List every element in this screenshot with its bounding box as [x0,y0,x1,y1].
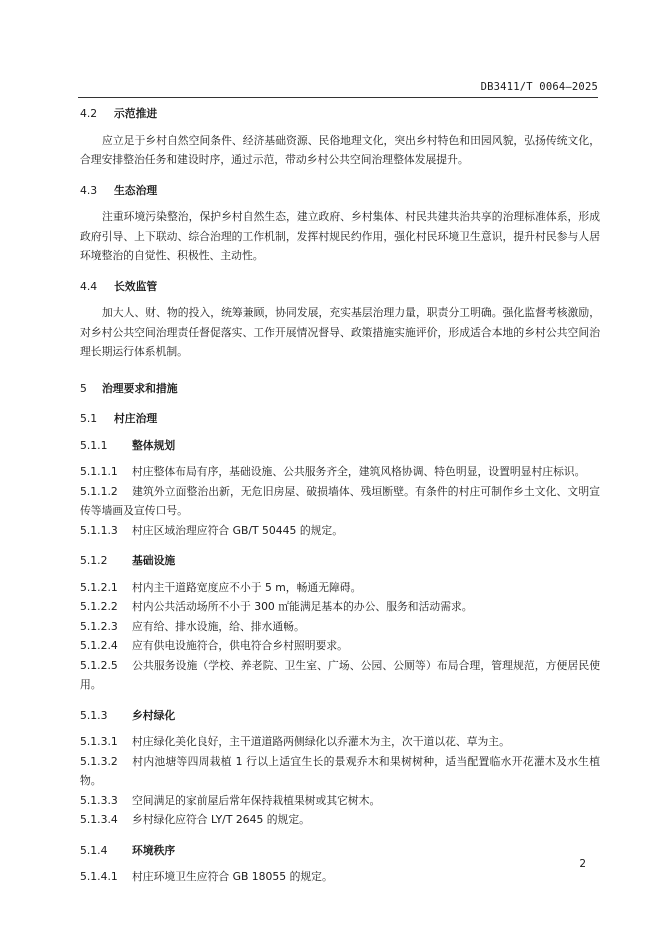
section-heading-5-1-2 [80,551,600,571]
clause-number: 5.1.3.4 [80,813,118,826]
clause-text: 村庄绿化美化良好，主干道道路两侧绿化以乔灌木为主，次干道以花、草为主。 [132,735,510,748]
clause-text: 村内池塘等四周栽植 1 行以上适宜生长的景观乔木和果树树种，适当配置临水开花灌木及水生植物。 [80,754,600,787]
section-heading-4-2 [80,104,600,124]
section-number: 5 [80,381,87,395]
page-number: 2 [579,858,586,870]
clause-text: 村内公共活动场所不小于 300 ㎡能满足基本的办公、服务和活动需求。 [132,600,473,613]
clause-item [80,521,600,541]
document-id: DB3411/T 0064—2025 [480,81,598,93]
clause-number: 5.1.2.3 [80,619,118,633]
clause-item [80,578,600,598]
document-body [80,104,600,887]
section-number: 4.4 [80,279,98,293]
clause-item [80,752,600,791]
clause-item [80,732,600,752]
section-title: 长效监管 [114,279,158,293]
clause-text: 应有给、排水设施，给、排水通畅。 [132,619,305,633]
chapter-heading-5 [80,379,600,399]
clause-text: 村庄环境卫生应符合 GB 18055 的规定。 [132,870,333,883]
section-title: 环境秩序 [132,843,176,857]
section-heading-5-1-3 [80,706,600,726]
section-title: 治理要求和措施 [102,381,178,395]
section-title: 整体规划 [132,438,176,452]
clause-text: 村内主干道路宽度应不小于 5 m，畅通无障碍。 [132,580,362,594]
section-number: 5.1.1 [80,438,108,452]
section-heading-4-4 [80,277,600,297]
clause-text: 空间满足的家前屋后常年保持栽植果树或其它树木。 [132,793,381,807]
clause-item [80,791,600,811]
section-paragraph: 注重环境污染整治，保护乡村自然生态，建立政府、乡村集体、村民共建共治共享的治理标准体系，形成政府引导、上下联动、综合治理的工作机制，发挥村规民约作用，强化村民环境卫生意识，提升村民参与人居环境整治的自觉性、积极性、主动性。 [80,210,600,262]
section-number: 5.1.3 [80,708,108,722]
clause-item [80,617,600,637]
clause-number: 5.1.4.1 [80,870,118,883]
clause-item [80,636,600,656]
section-heading-5-1-1 [80,436,600,456]
section-heading-5-1-4 [80,841,600,861]
clause-text: 应有供电设施符合，供电符合乡村照明要求。 [132,639,348,652]
clause-item [80,810,600,830]
clause-number: 5.1.2.5 [80,658,118,672]
clause-item [80,597,600,617]
clause-text: 乡村绿化应符合 LY/T 2645 的规定。 [132,813,310,826]
clause-item [80,462,600,482]
clause-number: 5.1.3.3 [80,793,118,807]
clause-item [80,482,600,521]
clause-text: 建筑外立面整治出新，无危旧房屋、破损墙体、残垣断壁。有条件的村庄可制作乡土文化、文明宣传等墙画及宣传口号。 [80,484,600,517]
clause-number: 5.1.1.1 [80,465,118,478]
section-title: 村庄治理 [114,412,158,425]
section-number: 4.3 [80,183,98,197]
clause-text: 公共服务设施（学校、养老院、卫生室、广场、公园、公厕等）布局合理，管理规范，方便居民使用。 [80,658,600,691]
clause-text: 村庄区域治理应符合 GB/T 50445 的规定。 [132,523,344,537]
section-heading-4-3 [80,181,600,201]
clause-number: 5.1.2.4 [80,639,118,652]
section-paragraph: 应立足于乡村自然空间条件、经济基础资源、民俗地理文化，突出乡村特色和田园风貌，弘扬传统文化，合理安排整治任务和建设时序，通过示范，带动乡村公共空间治理整体发展提升。 [80,133,600,166]
clause-number: 5.1.1.2 [80,484,118,498]
section-title: 基础设施 [132,554,176,567]
section-paragraph: 加大人、财、物的投入，统筹兼顾，协同发展，充实基层治理力量，职责分工明确。强化监督考核激励，对乡村公共空间治理责任督促落实、工作开展情况督导、政策措施实施评价，形成适合本地的乡村公共空间治理长期运行体系机制。 [80,306,600,358]
clause-text: 村庄整体布局有序，基础设施、公共服务齐全，建筑风格协调、特色明显，设置明显村庄标识。 [132,465,586,478]
clause-number: 5.1.3.2 [80,754,118,768]
section-title: 生态治理 [114,183,158,197]
section-number: 5.1 [80,412,98,425]
section-number: 5.1.4 [80,843,108,857]
clause-number: 5.1.1.3 [80,523,118,537]
clause-number: 5.1.2.1 [80,580,118,594]
section-title: 乡村绿化 [132,708,176,722]
clause-number: 5.1.3.1 [80,735,118,748]
header-rule [78,97,598,98]
section-heading-5-1 [80,409,600,429]
clause-item [80,656,600,695]
clause-item [80,867,600,887]
section-title: 示范推进 [114,107,158,120]
section-number: 4.2 [80,107,98,120]
clause-number: 5.1.2.2 [80,600,118,613]
section-number: 5.1.2 [80,554,108,567]
